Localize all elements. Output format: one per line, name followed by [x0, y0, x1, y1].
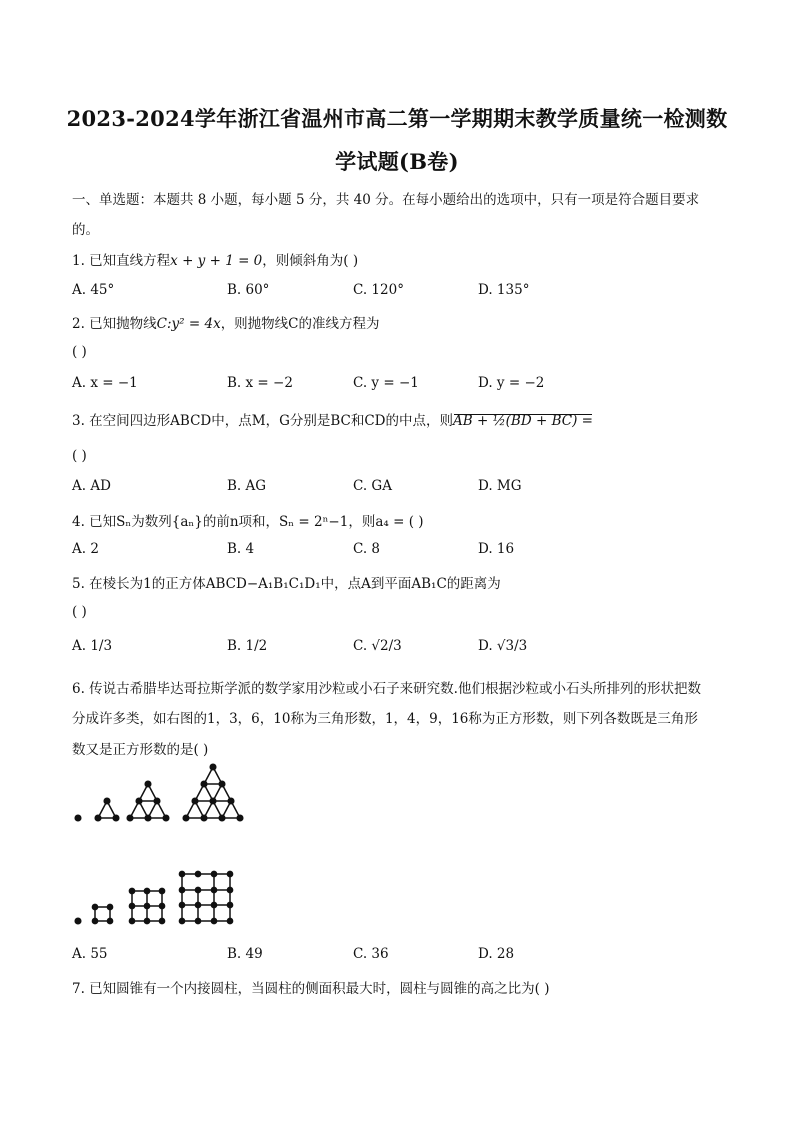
- q3-option-d[interactable]: D. MG: [478, 478, 522, 494]
- q5-option-b[interactable]: B. 1/2: [227, 638, 268, 654]
- question-1-post: ，则倾斜角为( ): [262, 253, 359, 269]
- question-2: [72, 312, 380, 332]
- question-1: [72, 249, 358, 269]
- question-6-line1: 6. 传说古希腊毕达哥拉斯学派的数学家用沙粒或小石子来研究数.他们根据沙粒或小石头所排列的形状把数: [72, 681, 701, 697]
- q3-option-a[interactable]: A. AD: [72, 478, 111, 494]
- question-3-expr: AB + ½(BD + BC) =: [453, 413, 593, 429]
- q4-option-a[interactable]: A. 2: [72, 541, 99, 557]
- section-heading: 一、单选题：本题共 8 小题，每小题 5 分，共 40 分。在每小题给出的选项中，只有一项是符合题目要求: [72, 192, 700, 208]
- question-1-pre: 1. 已知直线方程: [72, 253, 171, 269]
- q1-option-b[interactable]: B. 60°: [227, 282, 270, 298]
- q1-option-a[interactable]: A. 45°: [72, 282, 115, 298]
- q2-option-d[interactable]: D. y = −2: [478, 375, 545, 391]
- q6-option-d[interactable]: D. 28: [478, 946, 515, 962]
- question-7: 7. 已知圆锥有一个内接圆柱，当圆柱的侧面积最大时，圆柱与圆锥的高之比为( ): [72, 981, 550, 997]
- question-3: [72, 409, 593, 429]
- q4-option-b[interactable]: B. 4: [227, 541, 255, 557]
- question-5: 5. 在棱长为1的正方体ABCD−A₁B₁C₁D₁中，点A到平面AB₁C的距离为: [72, 576, 501, 592]
- q5-option-a[interactable]: A. 1/3: [72, 638, 113, 654]
- question-2-post: ，则抛物线C的准线方程为: [220, 316, 380, 332]
- q4-option-c[interactable]: C. 8: [353, 541, 381, 557]
- q1-option-c[interactable]: C. 120°: [353, 282, 404, 298]
- q6-option-a[interactable]: A. 55: [72, 946, 108, 962]
- question-2-math: C:y² = 4x: [156, 316, 221, 332]
- question-6-line3: 数又是正方形数的是( ): [72, 742, 209, 758]
- question-3-paren: ( ): [72, 448, 87, 464]
- exam-title-line2: 学试题(B卷): [335, 149, 459, 174]
- q5-option-c[interactable]: C. √2/3: [353, 638, 402, 654]
- question-2-paren: ( ): [72, 344, 87, 360]
- q4-option-d[interactable]: D. 16: [478, 541, 515, 557]
- question-1-math: x + y + 1 = 0: [170, 253, 263, 269]
- question-4: 4. 已知Sₙ为数列{aₙ}的前n项和，Sₙ = 2ⁿ−1，则a₄ = ( ): [72, 514, 424, 530]
- question-6-line2: 分成许多类，如右图的1，3，6，10称为三角形数，1，4，9，16称为正方形数，则下列各数既是三角形: [72, 711, 698, 727]
- question-2-pre: 2. 已知抛物线: [72, 316, 157, 332]
- q2-option-b[interactable]: B. x = −2: [227, 375, 293, 391]
- section-heading-cont: 的。: [72, 222, 99, 238]
- q2-option-a[interactable]: A. x = −1: [72, 375, 138, 391]
- square-numbers-figure: [70, 868, 245, 928]
- q5-option-d[interactable]: D. √3/3: [478, 638, 528, 654]
- q6-option-c[interactable]: C. 36: [353, 946, 389, 962]
- q3-option-b[interactable]: B. AG: [227, 478, 267, 494]
- question-3-pre: 3. 在空间四边形ABCD中，点M，G分别是BC和CD的中点，则: [72, 413, 454, 429]
- q1-option-d[interactable]: D. 135°: [478, 282, 530, 298]
- q6-option-b[interactable]: B. 49: [227, 946, 263, 962]
- exam-title-line1: 2023-2024学年浙江省温州市高二第一学期期末教学质量统一检测数: [66, 106, 728, 131]
- question-5-paren: ( ): [72, 604, 87, 620]
- triangular-numbers-figure: [70, 760, 260, 825]
- q3-option-c[interactable]: C. GA: [353, 478, 392, 494]
- q2-option-c[interactable]: C. y = −1: [353, 375, 419, 391]
